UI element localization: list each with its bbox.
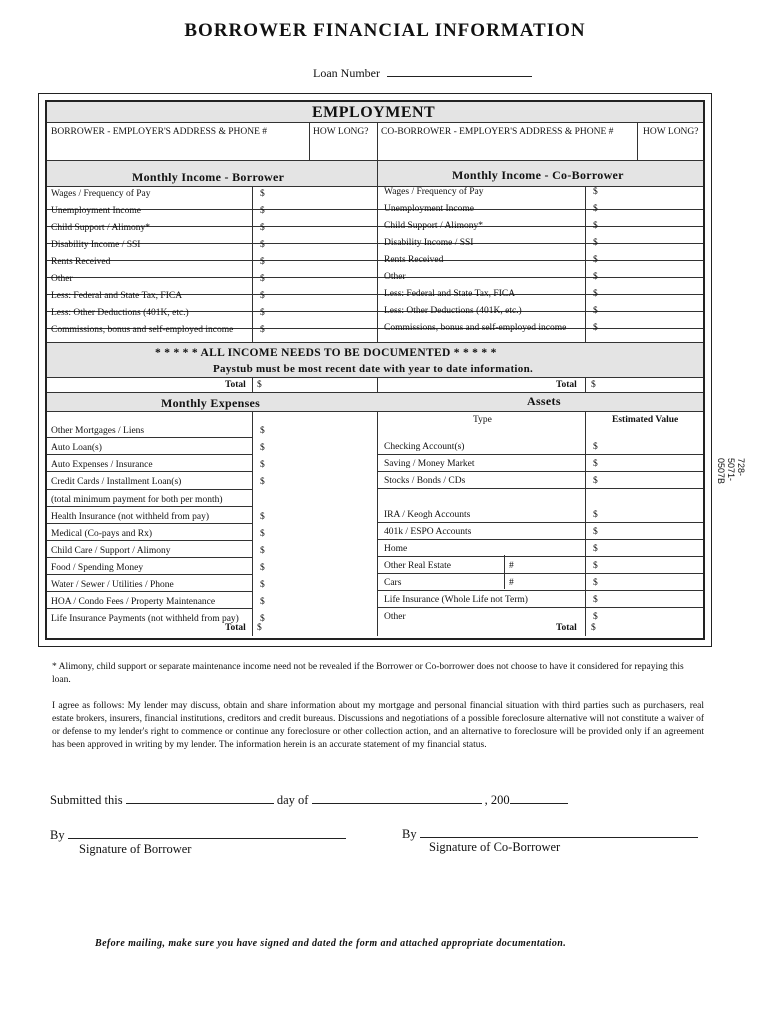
- asset-row-currency: $: [593, 527, 598, 537]
- expense-row-label: Other Mortgages / Liens: [51, 426, 145, 436]
- income-coborrower-row-currency: $: [593, 306, 598, 316]
- income-coborrower-row-label: Less: Federal and State Tax, FICA: [384, 289, 516, 299]
- income-borrower-row-label: Less: Federal and State Tax, FICA: [51, 291, 183, 301]
- form-title: BORROWER FINANCIAL INFORMATION: [184, 20, 586, 41]
- income-borrower-row-label: Unemployment Income: [51, 206, 141, 216]
- employment-header: EMPLOYMENT: [312, 104, 436, 121]
- asset-row-line: [378, 454, 703, 455]
- asset-row-currency: $: [593, 510, 598, 520]
- expense-row-currency: $: [260, 426, 265, 436]
- income-coborrower-row-label: Other: [384, 272, 406, 282]
- agreement-text: I agree as follows: My lender may discuss, obtain and share information about my mortgage and personal financial situation with third parties such as purchasers, real estate brokers, insurers, financial institutions, creditors and credit bureaus. Discussions and negotiations of a possible foreclosure alternative will not constitute a waiver of or defense to my lender's right to commence or continue any foreclosure or other collection action, and an alternative to foreclosure will be provided only if an agreement has been approved in writing by my lender. The information herein is an accurate statement of my financial status.: [52, 701, 704, 750]
- income-borrower-header: Monthly Income - Borrower: [132, 170, 285, 184]
- asset-row-currency: $: [593, 476, 598, 486]
- income-borrower-row-label: Commissions, bonus and self-employed income: [51, 325, 234, 335]
- expenses-total-currency: $: [257, 623, 262, 633]
- income-total-currency: $: [257, 380, 262, 390]
- assets-header: Assets: [527, 394, 561, 408]
- expense-row-label: Food / Spending Money: [51, 563, 144, 573]
- income-borrower-row-label: Less: Other Deductions (401K, etc.): [51, 308, 189, 318]
- by-label-2: By: [402, 827, 417, 841]
- loan-number-field[interactable]: [313, 64, 532, 81]
- borrower-signature-field[interactable]: [68, 826, 346, 839]
- income-row-line: [47, 260, 703, 261]
- asset-row-currency: $: [593, 459, 598, 469]
- income-coborrower-row-currency: $: [593, 221, 598, 231]
- expense-row-currency: $: [260, 477, 265, 487]
- asset-row-currency: $: [593, 595, 598, 605]
- income-total-currency-2: $: [591, 380, 596, 390]
- income-total-label-2: Total: [556, 380, 577, 390]
- expense-row-line: [47, 523, 252, 524]
- asset-row-label: Checking Account(s): [384, 442, 465, 452]
- asset-row-currency: $: [593, 578, 598, 588]
- expense-row-label: Medical (Co-pays and Rx): [51, 529, 153, 539]
- expense-row-label: Credit Cards / Installment Loan(s): [51, 477, 182, 487]
- asset-row-label: Saving / Money Market: [384, 459, 475, 469]
- expense-row-currency: $: [260, 614, 265, 624]
- asset-count-hash: #: [509, 561, 514, 571]
- expense-row-currency: $: [260, 563, 265, 573]
- submitted-year-line[interactable]: [510, 791, 568, 804]
- income-borrower-row-label: Other: [51, 274, 73, 284]
- asset-count-hash: #: [509, 578, 514, 588]
- income-notice: * * * * * ALL INCOME NEEDS TO BE DOCUMENTED * * * * *: [155, 347, 497, 359]
- income-coborrower-row-currency: $: [593, 238, 598, 248]
- income-coborrower-row-label: Child Support / Alimony*: [384, 221, 483, 231]
- income-borrower-row-currency: $: [260, 240, 265, 250]
- expense-row-line: [47, 608, 252, 609]
- expense-row-line: [47, 471, 252, 472]
- borrower-signature-caption: Signature of Borrower: [79, 842, 192, 856]
- asset-row-label: Stocks / Bonds / CDs: [384, 476, 466, 486]
- expense-row-currency: $: [260, 512, 265, 522]
- loan-number-line: [387, 64, 532, 77]
- income-borrower-row-label: Wages / Frequency of Pay: [51, 189, 151, 199]
- asset-row-label: Cars: [384, 578, 402, 588]
- employer-borrower-col: BORROWER - EMPLOYER'S ADDRESS & PHONE #: [51, 127, 268, 137]
- form-grid: [45, 100, 705, 640]
- income-coborrower-row-label: Commissions, bonus and self-employed income: [384, 323, 567, 333]
- income-coborrower-row-currency: $: [593, 255, 598, 265]
- asset-row-line: [378, 590, 703, 591]
- day-of-label: day of: [276, 793, 309, 807]
- asset-row-currency: $: [593, 612, 598, 622]
- expense-row-line: [47, 540, 252, 541]
- income-borrower-row-currency: $: [260, 274, 265, 284]
- alimony-footnote: * Alimony, child support or separate maintenance income need not be revealed if the Borrower or Co-borrower does not choose to have it considered for repaying this loan.: [52, 662, 684, 685]
- assets-type-col: Type: [473, 415, 492, 425]
- submitted-day-line[interactable]: [126, 791, 274, 804]
- submitted-month-line[interactable]: [312, 791, 482, 804]
- expense-row-line: [47, 591, 252, 592]
- income-coborrower-row-label: Wages / Frequency of Pay: [384, 187, 484, 197]
- asset-row-label: IRA / Keogh Accounts: [384, 510, 471, 520]
- expenses-header: Monthly Expenses: [161, 396, 261, 410]
- expense-row-line: [47, 489, 252, 490]
- income-coborrower-row-label: Unemployment Income: [384, 204, 474, 214]
- expense-row-currency: $: [260, 443, 265, 453]
- paystub-notice: Paystub must be most recent date with year to date information.: [213, 363, 534, 375]
- asset-row-line: [378, 539, 703, 540]
- income-borrower-row-currency: $: [260, 206, 265, 216]
- year-label: , 200: [484, 793, 510, 807]
- expenses-band: [47, 393, 703, 411]
- expense-row-label: Life Insurance Payments (not withheld from pay): [51, 614, 239, 624]
- asset-row-label: Other: [384, 612, 406, 622]
- form-sheet: [38, 93, 712, 647]
- form-code: 728-5071-0507B: [716, 458, 746, 485]
- assets-value-col: Estimated Value: [612, 415, 679, 425]
- income-coborrower-row-currency: $: [593, 323, 598, 333]
- income-row-line: [47, 277, 703, 278]
- income-coborrower-row-label: Less: Other Deductions (401K, etc.): [384, 306, 522, 316]
- expense-row-line: [47, 454, 252, 455]
- expense-row-currency: $: [260, 460, 265, 470]
- income-borrower-row-currency: $: [260, 291, 265, 301]
- expense-row-label: Child Care / Support / Alimony: [51, 546, 171, 556]
- asset-row-line: [378, 607, 703, 608]
- income-borrower-row-currency: $: [260, 189, 265, 199]
- submitted-line[interactable]: [50, 791, 568, 808]
- income-coborrower-row-label: Rents Received: [384, 255, 444, 265]
- how-long-col: HOW LONG?: [313, 127, 369, 137]
- submitted-label: Submitted this: [50, 793, 123, 807]
- income-borrower-row-currency: $: [260, 325, 265, 335]
- how-long-col-2: HOW LONG?: [643, 127, 699, 137]
- coborrower-signature-caption: Signature of Co-Borrower: [429, 840, 561, 854]
- employer-coborrower-col: CO-BORROWER - EMPLOYER'S ADDRESS & PHONE #: [381, 127, 614, 137]
- expense-row-line: [47, 557, 252, 558]
- asset-row-line: [378, 471, 703, 472]
- expense-row-label: Health Insurance (not withheld from pay): [51, 512, 210, 522]
- borrower-signature-line[interactable]: [50, 826, 346, 843]
- income-row-line: [47, 209, 703, 210]
- mailing-note: Before mailing, make sure you have signed and dated the form and attached appropriate documentation.: [95, 938, 567, 949]
- income-coborrower-row-currency: $: [593, 204, 598, 214]
- loan-number-label: Loan Number: [313, 66, 380, 80]
- coborrower-signature-field[interactable]: [420, 825, 698, 838]
- income-coborrower-row-label: Disability Income / SSI: [384, 238, 474, 248]
- asset-row-label: Other Real Estate: [384, 561, 452, 571]
- expense-row-currency: $: [260, 580, 265, 590]
- asset-row-line: [378, 573, 703, 574]
- expense-row-currency: $: [260, 529, 265, 539]
- asset-row-label: Life Insurance (Whole Life not Term): [384, 595, 528, 605]
- assets-total-label: Total: [556, 623, 577, 633]
- income-borrower-row-label: Child Support / Alimony*: [51, 223, 150, 233]
- asset-row-label: 401k / ESPO Accounts: [384, 527, 472, 537]
- expense-row-line: [47, 574, 252, 575]
- income-borrower-row-label: Disability Income / SSI: [51, 240, 141, 250]
- asset-row-currency: $: [593, 544, 598, 554]
- income-coborrower-row-currency: $: [593, 187, 598, 197]
- income-total-label: Total: [225, 380, 246, 390]
- income-coborrower-row-currency: $: [593, 272, 598, 282]
- assets-total-currency: $: [591, 623, 596, 633]
- income-borrower-row-currency: $: [260, 308, 265, 318]
- asset-row-line: [378, 488, 703, 489]
- income-borrower-row-currency: $: [260, 223, 265, 233]
- asset-row-currency: $: [593, 561, 598, 571]
- income-borrower-row-label: Rents Received: [51, 257, 111, 267]
- income-coborrower-row-currency: $: [593, 289, 598, 299]
- expense-row-currency: $: [260, 597, 265, 607]
- asset-row-currency: $: [593, 442, 598, 452]
- income-borrower-row-currency: $: [260, 257, 265, 267]
- expense-row-line: [47, 506, 252, 507]
- expense-row-label: (total minimum payment for both per month): [51, 495, 223, 505]
- by-label: By: [50, 828, 65, 842]
- income-coborrower-header: Monthly Income - Co-Borrower: [452, 168, 624, 182]
- expense-row-label: Auto Expenses / Insurance: [51, 460, 153, 470]
- expense-row-label: HOA / Condo Fees / Property Maintenance: [51, 597, 216, 607]
- asset-row-line: [378, 556, 703, 557]
- expenses-total-label: Total: [225, 623, 246, 633]
- asset-row-line: [378, 522, 703, 523]
- asset-row-label: Home: [384, 544, 408, 554]
- income-row-line: [47, 243, 703, 244]
- expense-row-line: [47, 437, 252, 438]
- expense-row-label: Water / Sewer / Utilities / Phone: [51, 580, 174, 590]
- expense-row-label: Auto Loan(s): [51, 443, 102, 453]
- expense-row-currency: $: [260, 546, 265, 556]
